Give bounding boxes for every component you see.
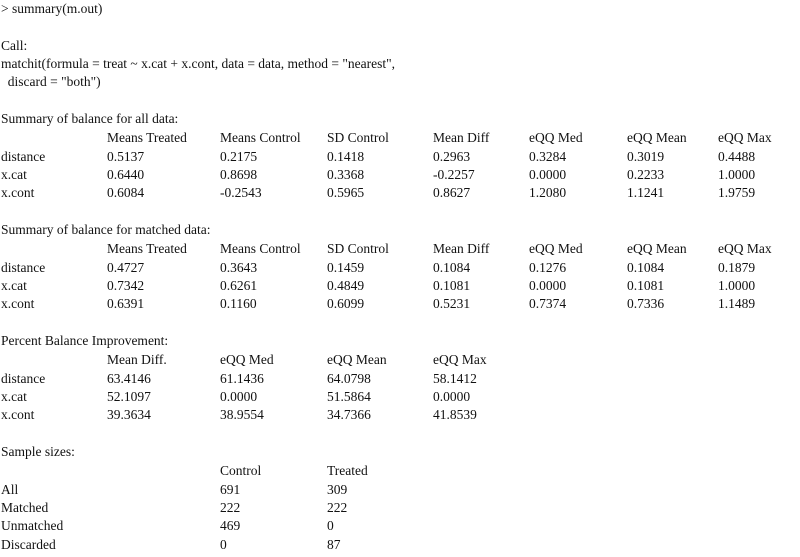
table-cell: 51.5864: [327, 389, 371, 404]
table-row: [0, 277, 800, 295]
column-header: eQQ Mean: [627, 241, 687, 256]
table-cell: 1.0000: [718, 167, 756, 182]
column-header: eQQ Med: [529, 130, 583, 145]
column-header: eQQ Med: [529, 241, 583, 256]
column-header: Means Treated: [107, 241, 187, 256]
table-cell: 34.7366: [327, 407, 371, 422]
column-header: eQQ Mean: [627, 130, 687, 145]
row-label: x.cont: [1, 296, 35, 311]
call-line-1: matchit(formula = treat ~ x.cat + x.cont, data = data, method = "nearest",: [1, 56, 396, 71]
table-cell: 0.0000: [433, 389, 471, 404]
table-row: [0, 536, 800, 554]
row-label: All: [1, 482, 19, 497]
column-header: Means Control: [220, 130, 301, 145]
call-label: Call:: [1, 38, 28, 53]
table-row: [0, 499, 800, 517]
table-cell: 0.6099: [327, 296, 365, 311]
table-row: [0, 388, 800, 406]
table-cell: 61.1436: [220, 371, 264, 386]
column-header: eQQ Max: [718, 130, 772, 145]
table-cell: 0.2175: [220, 149, 258, 164]
table-cell: 0.5965: [327, 185, 365, 200]
column-header: Treated: [327, 463, 368, 478]
table-cell: 39.3634: [107, 407, 151, 422]
console-prompt-line: > summary(m.out): [1, 1, 103, 16]
table-cell: 222: [327, 500, 348, 515]
table-cell: 87: [327, 537, 341, 552]
row-label: x.cat: [1, 167, 27, 182]
column-header: Control: [220, 463, 262, 478]
row-label: Discarded: [1, 537, 56, 552]
all-data-heading: Summary of balance for all data:: [1, 111, 179, 126]
row-label: distance: [1, 260, 46, 275]
table-cell: 1.9759: [718, 185, 756, 200]
table-cell: 38.9554: [220, 407, 264, 422]
table-cell: 63.4146: [107, 371, 151, 386]
table-cell: 0.5231: [433, 296, 471, 311]
row-label: distance: [1, 371, 46, 386]
table-cell: 0.4727: [107, 260, 145, 275]
row-label: Unmatched: [1, 518, 64, 533]
table-cell: 0.7342: [107, 278, 145, 293]
sample-sizes-heading: Sample sizes:: [1, 444, 75, 459]
table-cell: 1.2080: [529, 185, 567, 200]
table-cell: 0.3368: [327, 167, 365, 182]
table-cell: 0.4488: [718, 149, 756, 164]
improvement-heading: Percent Balance Improvement:: [1, 333, 169, 348]
table-cell: 222: [220, 500, 241, 515]
table-cell: 0.1276: [529, 260, 567, 275]
table-cell: 0.6391: [107, 296, 145, 311]
column-header: eQQ Max: [433, 352, 487, 367]
table-cell: 0.6084: [107, 185, 145, 200]
table-cell: 0.2963: [433, 149, 471, 164]
table-cell: 0.1459: [327, 260, 365, 275]
table-row: [0, 406, 800, 424]
row-label: distance: [1, 149, 46, 164]
table-cell: -0.2257: [433, 167, 475, 182]
table-cell: 58.1412: [433, 371, 477, 386]
row-label: x.cont: [1, 407, 35, 422]
column-header: SD Control: [327, 241, 389, 256]
table-row: [0, 166, 800, 184]
table-cell: 0.1081: [433, 278, 471, 293]
table-cell: 1.1241: [627, 185, 665, 200]
table-cell: 0.4849: [327, 278, 365, 293]
table-cell: 309: [327, 482, 348, 497]
table-cell: 0.7336: [627, 296, 665, 311]
table-row: [0, 259, 800, 277]
column-header: Mean Diff.: [107, 352, 167, 367]
table-cell: 0.1081: [627, 278, 665, 293]
table-cell: 0.1418: [327, 149, 365, 164]
table-row: [0, 148, 800, 166]
matched-data-header-row: [0, 240, 800, 258]
table-cell: 0.1084: [433, 260, 471, 275]
table-cell: 0.6440: [107, 167, 145, 182]
matched-data-heading: Summary of balance for matched data:: [1, 222, 211, 237]
table-cell: 0.1879: [718, 260, 756, 275]
improvement-header-row: [0, 351, 800, 369]
table-cell: 0.6261: [220, 278, 258, 293]
table-cell: 0.3643: [220, 260, 258, 275]
table-cell: 1.0000: [718, 278, 756, 293]
row-label: x.cat: [1, 389, 27, 404]
table-cell: 41.8539: [433, 407, 477, 422]
table-cell: 0.5137: [107, 149, 145, 164]
table-cell: 691: [220, 482, 241, 497]
table-cell: 0: [327, 518, 334, 533]
table-cell: 0.2233: [627, 167, 665, 182]
table-row: [0, 481, 800, 499]
table-cell: 1.1489: [718, 296, 756, 311]
column-header: eQQ Max: [718, 241, 772, 256]
column-header: SD Control: [327, 130, 389, 145]
column-header: Means Control: [220, 241, 301, 256]
row-label: Matched: [1, 500, 49, 515]
column-header: eQQ Med: [220, 352, 274, 367]
table-cell: 0.0000: [220, 389, 258, 404]
table-cell: 52.1097: [107, 389, 151, 404]
table-row: [0, 517, 800, 535]
table-cell: 0.3284: [529, 149, 567, 164]
table-row: [0, 184, 800, 202]
row-label: x.cont: [1, 185, 35, 200]
column-header: Mean Diff: [433, 241, 490, 256]
column-header: eQQ Mean: [327, 352, 387, 367]
table-row: [0, 295, 800, 313]
call-line-2: discard = "both"): [1, 74, 101, 89]
column-header: Means Treated: [107, 130, 187, 145]
table-cell: 0.8698: [220, 167, 258, 182]
row-label: x.cat: [1, 278, 27, 293]
table-cell: 0.3019: [627, 149, 665, 164]
column-header: Mean Diff: [433, 130, 490, 145]
table-cell: 64.0798: [327, 371, 371, 386]
table-cell: 469: [220, 518, 241, 533]
table-cell: 0.0000: [529, 278, 567, 293]
table-cell: 0.1160: [220, 296, 257, 311]
table-cell: 0.8627: [433, 185, 471, 200]
table-cell: 0.0000: [529, 167, 567, 182]
table-row: [0, 370, 800, 388]
table-cell: 0.1084: [627, 260, 665, 275]
all-data-header-row: [0, 129, 800, 147]
table-cell: -0.2543: [220, 185, 262, 200]
sample-sizes-header-row: [0, 462, 800, 480]
table-cell: 0.7374: [529, 296, 567, 311]
table-cell: 0: [220, 537, 227, 552]
